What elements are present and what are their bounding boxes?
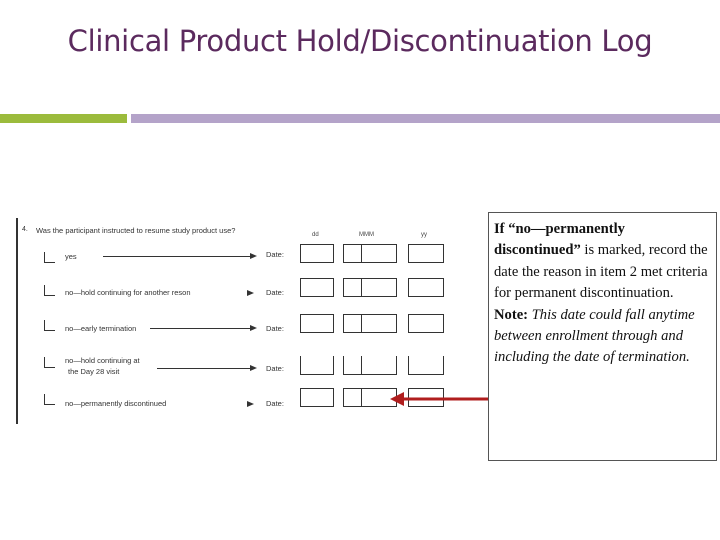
accent-bar-purple: [131, 114, 720, 123]
question-text: Was the participant instructed to resume study product use?: [36, 226, 236, 235]
option-label-line2: the Day 28 visit: [68, 367, 120, 376]
form-row-yes: [0, 244, 460, 268]
date-box-dd: [300, 278, 334, 297]
date-box-dd: [300, 388, 334, 407]
date-label: Date:: [266, 399, 284, 408]
date-box-mmm: [343, 244, 397, 263]
date-box-dd: [300, 314, 334, 333]
date-col-header-yy: yy: [421, 232, 427, 238]
date-box-yy: [408, 244, 444, 263]
arrow-line: [157, 368, 251, 369]
arrow-head: [250, 365, 257, 371]
checkbox-day28[interactable]: [44, 357, 55, 368]
date-label: Date:: [266, 364, 284, 373]
date-label: Date:: [266, 288, 284, 297]
date-box-mmm: [343, 356, 397, 375]
arrow-head: [250, 325, 257, 331]
red-pointer-arrow-icon: [390, 390, 490, 408]
date-box-mmm: [343, 388, 397, 407]
callout-note-label: Note:: [494, 306, 529, 323]
option-label: yes: [65, 252, 77, 261]
accent-bar-green: [0, 114, 127, 123]
date-box-dd: [300, 356, 334, 375]
arrow-head: [247, 401, 254, 407]
callout-plain-text: is marked, record the date the reason in item 2 met criteria for permanent discontinuation.: [494, 242, 708, 302]
arrow-line: [103, 256, 251, 257]
checkbox-early-termination[interactable]: [44, 320, 55, 331]
callout-box: [488, 212, 717, 461]
date-box-yy: [408, 314, 444, 333]
option-label-line1: no—hold continuing at: [65, 356, 140, 365]
date-label: Date:: [266, 250, 284, 259]
slide-title: Clinical Product Hold/Discontinuation Log: [67, 24, 653, 58]
callout-note-text: This date could fall anytime between enrollment through and including the date of termination.: [494, 306, 695, 366]
question-number: 4.: [22, 226, 28, 233]
date-box-yy: [408, 278, 444, 297]
form-row-early-termination: [0, 314, 460, 338]
form-row-hold-other: [0, 278, 460, 302]
option-label: no—permanently discontinued: [65, 399, 167, 408]
checkbox-permanently-discontinued[interactable]: [44, 394, 55, 405]
date-box-mmm: [343, 278, 397, 297]
checkbox-yes[interactable]: [44, 252, 55, 263]
date-box-yy: [408, 356, 444, 375]
checkbox-hold-other[interactable]: [44, 285, 55, 296]
date-box-mmm: [343, 314, 397, 333]
callout-bold-intro: If “no—permanently discontinued”: [494, 221, 625, 259]
arrow-head: [250, 253, 257, 259]
option-label: no—hold continuing for another reson: [65, 288, 191, 297]
arrow-line: [150, 328, 251, 329]
form-row-day28: [0, 354, 460, 378]
date-box-dd: [300, 244, 334, 263]
date-label: Date:: [266, 324, 284, 333]
arrow-head: [247, 290, 254, 296]
date-col-header-dd: dd: [312, 232, 319, 238]
option-label: no—early termination: [65, 324, 137, 333]
date-col-header-mmm: MMM: [359, 232, 374, 238]
